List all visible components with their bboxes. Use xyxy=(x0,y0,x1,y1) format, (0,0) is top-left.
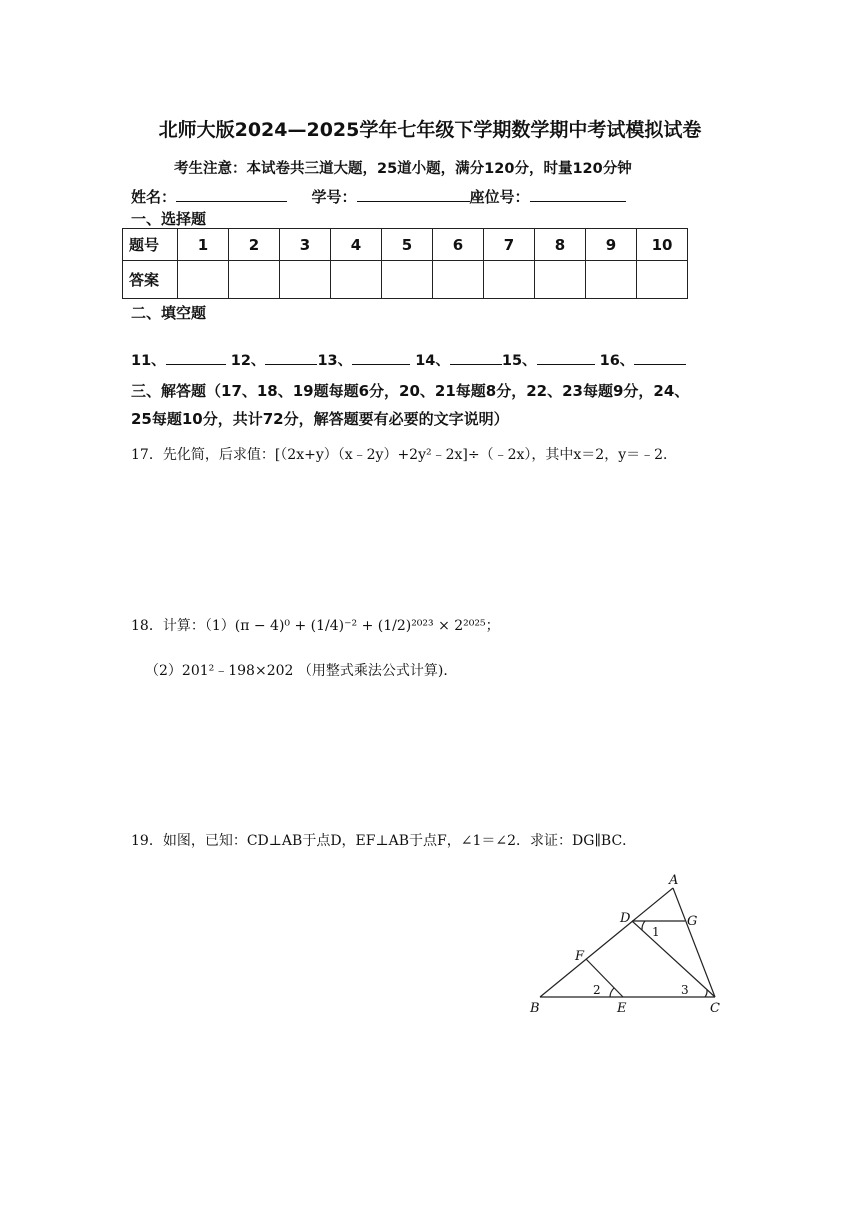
segment-ac xyxy=(673,888,715,997)
fill-blank-row xyxy=(131,349,686,370)
student-info-row xyxy=(131,186,626,207)
answer-cell[interactable] xyxy=(637,261,688,299)
question-18-part2: （2）201²﹣198×202 （用整式乘法公式计算)． xyxy=(145,663,458,679)
name-blank[interactable] xyxy=(176,186,287,202)
question-19 xyxy=(131,830,636,850)
question-19-number: 19． xyxy=(131,833,163,849)
question-18-part1-label: 计算：（1） xyxy=(162,618,235,634)
exam-notice: 考生注意：本试卷共三道大题，25道小题，满分120分，时量120分钟 xyxy=(174,161,632,177)
question-17 xyxy=(131,444,677,464)
section2-heading: 二、填空题 xyxy=(131,304,207,322)
triangle-figure xyxy=(520,870,740,1020)
blank-11[interactable] xyxy=(166,350,226,365)
blank-12[interactable] xyxy=(265,350,317,365)
answer-cell[interactable] xyxy=(178,261,229,299)
angle-2-arc xyxy=(610,988,614,997)
point-a-label: A xyxy=(669,873,679,888)
point-g-label: G xyxy=(687,914,698,929)
point-d-label: D xyxy=(620,911,631,926)
blank-label-12: 12、 xyxy=(230,353,266,369)
point-b-label: B xyxy=(530,1001,540,1016)
question-number-header: 题号 xyxy=(123,229,178,261)
answer-cell[interactable] xyxy=(535,261,586,299)
answer-cell[interactable] xyxy=(280,261,331,299)
answer-table xyxy=(122,228,688,299)
question-number-cell: 8 xyxy=(535,229,586,261)
point-f-label: F xyxy=(575,949,585,964)
blank-13[interactable] xyxy=(352,350,410,365)
blank-label-11: 11、 xyxy=(131,353,166,369)
question-17-text: 先化简，后求值：[（2x+y）（x﹣2y）+2y²﹣2x]÷（﹣2x），其中x＝2，y＝﹣2． xyxy=(162,447,678,463)
answer-cell[interactable] xyxy=(433,261,484,299)
point-e-label: E xyxy=(617,1001,627,1016)
answer-cell[interactable] xyxy=(331,261,382,299)
angle-2-label: 2 xyxy=(593,983,601,997)
seat-label: 座位号： xyxy=(469,188,530,206)
angle-3-label: 3 xyxy=(681,983,689,997)
angle-1-arc xyxy=(642,921,645,930)
question-18-part1 xyxy=(131,615,500,635)
question-number-cell: 9 xyxy=(586,229,637,261)
question-number-cell: 5 xyxy=(382,229,433,261)
seat-blank[interactable] xyxy=(530,186,626,202)
answer-cell[interactable] xyxy=(484,261,535,299)
blank-label-13: 13、 xyxy=(317,353,353,369)
name-label: 姓名： xyxy=(131,188,177,206)
question-number-cell: 1 xyxy=(178,229,229,261)
exam-title: 北师大版2024—2025学年七年级下学期数学期中考试模拟试卷 xyxy=(158,119,702,141)
question-17-number: 17． xyxy=(131,447,163,463)
blank-14[interactable] xyxy=(450,350,502,365)
blank-15[interactable] xyxy=(537,350,595,365)
question-18-part1-expression: (π − 4)⁰ + (1/4)⁻² + (1/2)²⁰²³ × 2²⁰²⁵； xyxy=(234,618,500,634)
segment-dc xyxy=(632,921,715,997)
question-number-cell: 10 xyxy=(637,229,688,261)
angle-1-label: 1 xyxy=(652,925,660,939)
answer-header: 答案 xyxy=(123,261,178,299)
blank-label-16: 16、 xyxy=(599,353,635,369)
answer-cell[interactable] xyxy=(382,261,433,299)
question-number-cell: 3 xyxy=(280,229,331,261)
blank-label-15: 15、 xyxy=(501,353,537,369)
answer-cell[interactable] xyxy=(586,261,637,299)
blank-16[interactable] xyxy=(634,350,686,365)
question-number-cell: 2 xyxy=(229,229,280,261)
question-18-number: 18． xyxy=(131,618,163,634)
segment-fe xyxy=(586,959,623,997)
question-number-cell: 6 xyxy=(433,229,484,261)
answer-table-header-row xyxy=(123,229,688,261)
student-id-blank[interactable] xyxy=(357,186,470,202)
point-c-label: C xyxy=(710,1001,720,1016)
answer-cell[interactable] xyxy=(229,261,280,299)
angle-3-arc xyxy=(705,990,707,997)
section3-heading-line2: 25每题10分，共计72分，解答题要有必要的文字说明） xyxy=(131,410,509,428)
question-19-text: 如图，已知：CD⊥AB于点D，EF⊥AB于点F，∠1＝∠2．求证：DG∥BC． xyxy=(162,833,637,849)
answer-table-answer-row xyxy=(123,261,688,299)
blank-label-14: 14、 xyxy=(415,353,450,369)
section1-heading: 一、选择题 xyxy=(131,210,207,228)
student-id-label: 学号： xyxy=(311,188,357,206)
question-number-cell: 7 xyxy=(484,229,535,261)
section3-heading-line1: 三、解答题（17、18、19题每题6分，20、21每题8分，22、23每题9分，24、 xyxy=(131,382,690,400)
question-number-cell: 4 xyxy=(331,229,382,261)
